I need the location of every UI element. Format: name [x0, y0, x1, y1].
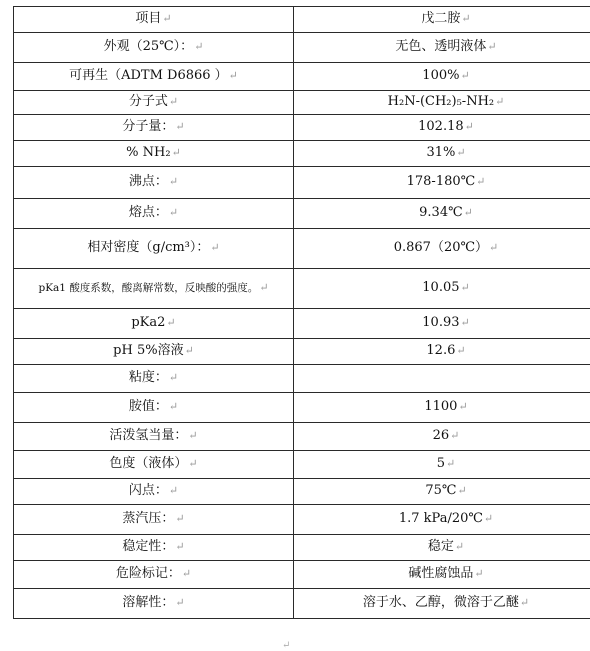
property-value-cell	[294, 309, 590, 339]
property-value-cell	[294, 167, 590, 199]
property-value: 10.93	[422, 315, 460, 331]
property-label-cell	[14, 423, 294, 451]
table-row	[14, 115, 590, 141]
table-row	[14, 561, 590, 589]
property-value-cell	[294, 479, 590, 505]
properties-table-body	[14, 7, 590, 619]
paragraph-mark: ↵	[168, 206, 179, 220]
table-row	[14, 229, 590, 269]
paragraph-mark: ↵	[450, 429, 460, 443]
paragraph-mark: ↵	[162, 12, 172, 26]
property-label: 分子式	[128, 94, 168, 110]
property-label: 危险标记：	[115, 566, 181, 582]
property-value-cell	[294, 63, 590, 91]
paragraph-mark: ↵	[464, 120, 474, 134]
property-label-cell	[14, 535, 294, 561]
property-label: 色度（液体）	[109, 456, 188, 472]
property-value: 9.34℃	[419, 205, 463, 221]
property-value: 稳定	[427, 539, 454, 555]
property-label: 外观（25℃）：	[103, 39, 194, 55]
property-value-cell	[294, 365, 590, 393]
property-label-cell	[14, 167, 294, 199]
paragraph-mark: ↵	[228, 69, 238, 83]
property-label-cell	[14, 91, 294, 115]
properties-table	[13, 6, 590, 619]
property-value-cell	[294, 393, 590, 423]
paragraph-mark: ↵	[188, 429, 198, 443]
property-label: pKa2	[131, 315, 166, 331]
paragraph-mark: ↵	[463, 206, 473, 220]
property-value: 178-180℃	[406, 174, 476, 190]
property-value-cell	[294, 589, 590, 619]
property-value-cell	[294, 229, 590, 269]
property-label: 相对密度（g/cm³）：	[87, 240, 210, 256]
property-value-cell	[294, 269, 590, 309]
property-label-cell	[14, 479, 294, 505]
table-row	[14, 365, 590, 393]
table-row	[14, 393, 590, 423]
paragraph-mark: ↵	[282, 640, 291, 651]
property-value: H₂N-(CH₂)₅-NH₂	[387, 94, 495, 110]
property-label-cell	[14, 451, 294, 479]
property-label: 活泼氢当量：	[109, 428, 188, 444]
property-value: 102.18	[418, 119, 464, 135]
table-row	[14, 423, 590, 451]
paragraph-mark: ↵	[476, 175, 486, 189]
property-value-cell	[294, 141, 590, 167]
paragraph-mark: ↵	[175, 120, 185, 134]
paragraph-mark: ↵	[519, 596, 530, 610]
table-row	[14, 33, 590, 63]
property-label-cell	[14, 63, 294, 91]
property-label: 熔点：	[128, 205, 168, 221]
property-value-cell	[294, 561, 590, 589]
paragraph-mark: ↵	[168, 371, 179, 385]
paragraph-mark: ↵	[259, 281, 269, 295]
property-label-cell	[14, 505, 294, 535]
paragraph-mark: ↵	[194, 40, 204, 54]
table-row	[14, 63, 590, 91]
property-label-cell	[14, 269, 294, 309]
paragraph-mark: ↵	[168, 400, 179, 414]
paragraph-mark: ↵	[461, 12, 471, 26]
paragraph-mark: ↵	[166, 316, 176, 330]
paragraph-mark: ↵	[456, 146, 466, 160]
paragraph-mark: ↵	[456, 344, 466, 358]
property-value-cell	[294, 451, 590, 479]
property-value: 溶于水、乙醇，微溶于乙醚	[362, 595, 519, 611]
property-label: pH 5%溶液	[113, 343, 184, 359]
property-label-cell	[14, 309, 294, 339]
table-row	[14, 7, 590, 33]
property-value: 5	[436, 456, 446, 472]
property-label-cell	[14, 115, 294, 141]
property-label-cell	[14, 199, 294, 229]
property-value-cell	[294, 339, 590, 365]
property-value-cell	[294, 91, 590, 115]
paragraph-mark: ↵	[175, 596, 185, 610]
paragraph-mark: ↵	[458, 400, 468, 414]
property-label: 分子量：	[122, 119, 175, 135]
paragraph-mark: ↵	[495, 95, 505, 109]
table-row	[14, 167, 590, 199]
paragraph-mark: ↵	[168, 175, 179, 189]
property-value: 26	[432, 428, 450, 444]
property-label: % NH₂	[126, 145, 171, 161]
paragraph-mark: ↵	[474, 567, 484, 581]
property-label-cell	[14, 339, 294, 365]
property-label: 溶解性：	[122, 595, 175, 611]
property-value: 1.7 kPa/20℃	[398, 511, 483, 527]
property-value-cell	[294, 199, 590, 229]
property-label-cell	[14, 393, 294, 423]
property-label: 粘度：	[128, 370, 168, 386]
property-value: 0.867（20℃）	[393, 240, 489, 256]
paragraph-mark: ↵	[460, 281, 470, 295]
property-value: 100%	[422, 68, 460, 84]
table-row	[14, 505, 590, 535]
paragraph-mark: ↵	[460, 69, 470, 83]
paragraph-mark: ↵	[171, 146, 181, 160]
property-label: 稳定性：	[122, 539, 175, 555]
table-row	[14, 141, 590, 167]
paragraph-mark: ↵	[210, 241, 220, 255]
paragraph-mark: ↵	[446, 457, 456, 471]
paragraph-mark: ↵	[175, 540, 185, 554]
property-value-cell	[294, 423, 590, 451]
table-row	[14, 199, 590, 229]
table-row	[14, 589, 590, 619]
property-label: 沸点：	[128, 174, 168, 190]
property-label: 项目	[135, 11, 162, 27]
table-row	[14, 91, 590, 115]
paragraph-mark: ↵	[483, 512, 494, 526]
paragraph-mark: ↵	[489, 241, 499, 255]
table-row	[14, 339, 590, 365]
paragraph-mark: ↵	[454, 540, 465, 554]
table-row	[14, 479, 590, 505]
property-label-cell	[14, 561, 294, 589]
property-value: 戊二胺	[421, 11, 461, 27]
paragraph-mark: ↵	[168, 484, 179, 498]
property-value: 碱性腐蚀品	[408, 566, 474, 582]
property-value: 10.05	[422, 280, 460, 296]
table-row	[14, 451, 590, 479]
property-value: 75℃	[425, 483, 457, 499]
property-label-cell	[14, 141, 294, 167]
paragraph-mark: ↵	[487, 40, 497, 54]
property-value-cell	[294, 7, 590, 33]
property-value: 1100	[424, 399, 458, 415]
property-value: 无色、透明液体	[395, 39, 487, 55]
table-row	[14, 269, 590, 309]
property-label: 蒸汽压：	[122, 511, 175, 527]
property-label-cell	[14, 229, 294, 269]
property-value-cell	[294, 33, 590, 63]
table-row	[14, 309, 590, 339]
property-value: 31%	[426, 145, 456, 161]
property-value-cell	[294, 505, 590, 535]
paragraph-mark: ↵	[175, 512, 185, 526]
paragraph-mark: ↵	[460, 316, 470, 330]
property-label: 胺值：	[128, 399, 168, 415]
property-label: 可再生（ADTM D6866 ）	[69, 68, 228, 84]
property-label-cell	[14, 7, 294, 33]
table-row	[14, 535, 590, 561]
paragraph-mark: ↵	[168, 95, 179, 109]
paragraph-mark: ↵	[184, 344, 194, 358]
paragraph-mark: ↵	[181, 567, 192, 581]
property-value-cell	[294, 535, 590, 561]
property-label: 闪点：	[128, 483, 168, 499]
property-label-cell	[14, 365, 294, 393]
paragraph-mark: ↵	[457, 484, 467, 498]
property-value: 12.6	[426, 343, 456, 359]
property-value-cell	[294, 115, 590, 141]
paragraph-mark: ↵	[188, 457, 198, 471]
property-label-cell	[14, 33, 294, 63]
property-label: pKa1 酸度系数，酸离解常数，反映酸的强度。	[38, 282, 259, 295]
property-label-cell	[14, 589, 294, 619]
